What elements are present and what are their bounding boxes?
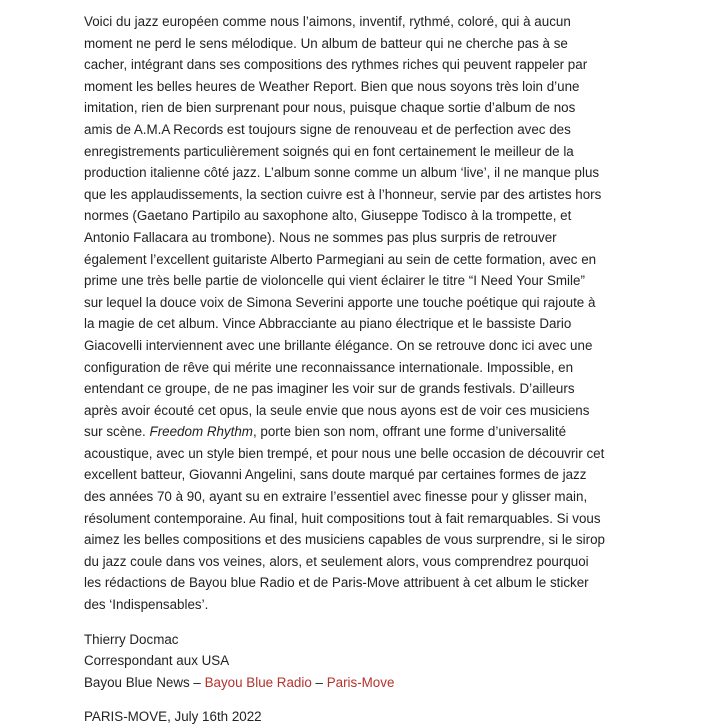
author-name: Thierry Docmac [84, 631, 179, 647]
signature-block [84, 629, 606, 694]
review-text-part1: Voici du jazz européen comme nous l’aimons, inventif, rythmé, coloré, qui à aucun moment ne perd le sens mélodique. Un album de batteur qui ne cherche pas à se cacher, intégrant dans ses compositions des rythmes riches qui peuvent rappeler par moment les belles heures de Weather Report. Bien que nous soyons très loin d’une imitation, rien de bien surprenant pour nous, puisque chaque sortie d’album de nos amis de A.M.A Records est toujours signe de renouveau et de perfection avec des enregistrements particulièrement soignés qui en font certainement le meilleur de la production italienne côté jazz. L’album sonne comme un album ‘live’, il ne manque plus que les applaudissements, la section cuivre est à l’honneur, servie par des artistes hors normes (Gaetano Partipilo au saxophone alto, Giuseppe Todisco à la trompette, et Antonio Fallacara au trombone). Nous ne sommes pas plus surpris de retrouver également l’excellent guitariste Alberto Parmegiani au sein de cette formation, avec en prime une très belle partie de violoncelle qui vient éclairer le titre “I Need Your Smile” sur lequel la douce voix de Simona Severini apporte une touche poétique qui rajoute à la magie de cet album. Vince Abbracciante au piano électrique et le bassiste Dario Giacovelli interviennent avec une brillante élégance. On se retrouve donc ici avec une configuration de rêve qui mérite une reconnaissance internationale. Impossible, en entendant ce groupe, de ne pas imaginer les voir sur de grands festivals. D’ailleurs après avoir écouté cet opus, la seule envie que nous ayons est de voir ces musiciens sur scène. [84, 14, 602, 440]
dateline: PARIS-MOVE, July 16th 2022 [84, 709, 262, 725]
album-title: Freedom Rhythm [149, 424, 253, 440]
outlet-separator: – [311, 674, 327, 690]
review-paragraph [84, 11, 606, 616]
outlet-line [84, 672, 606, 694]
author-role: Correspondant aux USA [84, 653, 230, 669]
paris-move-link[interactable]: Paris-Move [326, 674, 395, 690]
bayou-blue-radio-link[interactable]: Bayou Blue Radio [204, 674, 312, 690]
outlet-prefix: Bayou Blue News – [84, 674, 205, 690]
review-text-part2: , porte bien son nom, offrant une forme d’universalité acoustique, avec un style bien trempé, et pour nous une belle occasion de découvrir cet excellent batteur, Giovanni Angelini, sans doute marqué par certaines formes de jazz des années 70 à 90, ayant su en extraire l’essentiel avec finesse pour y glisser main, résolument contemporaine. Au final, huit compositions tout à fait remarquables. Si vous aimez les belles compositions et des musiciens capables de vous surprendre, si le sirop du jazz coule dans vos veines, alors, et seulement alors, vous comprendrez pourquoi les rédactions de Bayou blue Radio et de Paris-Move attribuent à cet album le sticker des ‘Indispensables’. [84, 424, 605, 613]
article-body [84, 11, 606, 728]
